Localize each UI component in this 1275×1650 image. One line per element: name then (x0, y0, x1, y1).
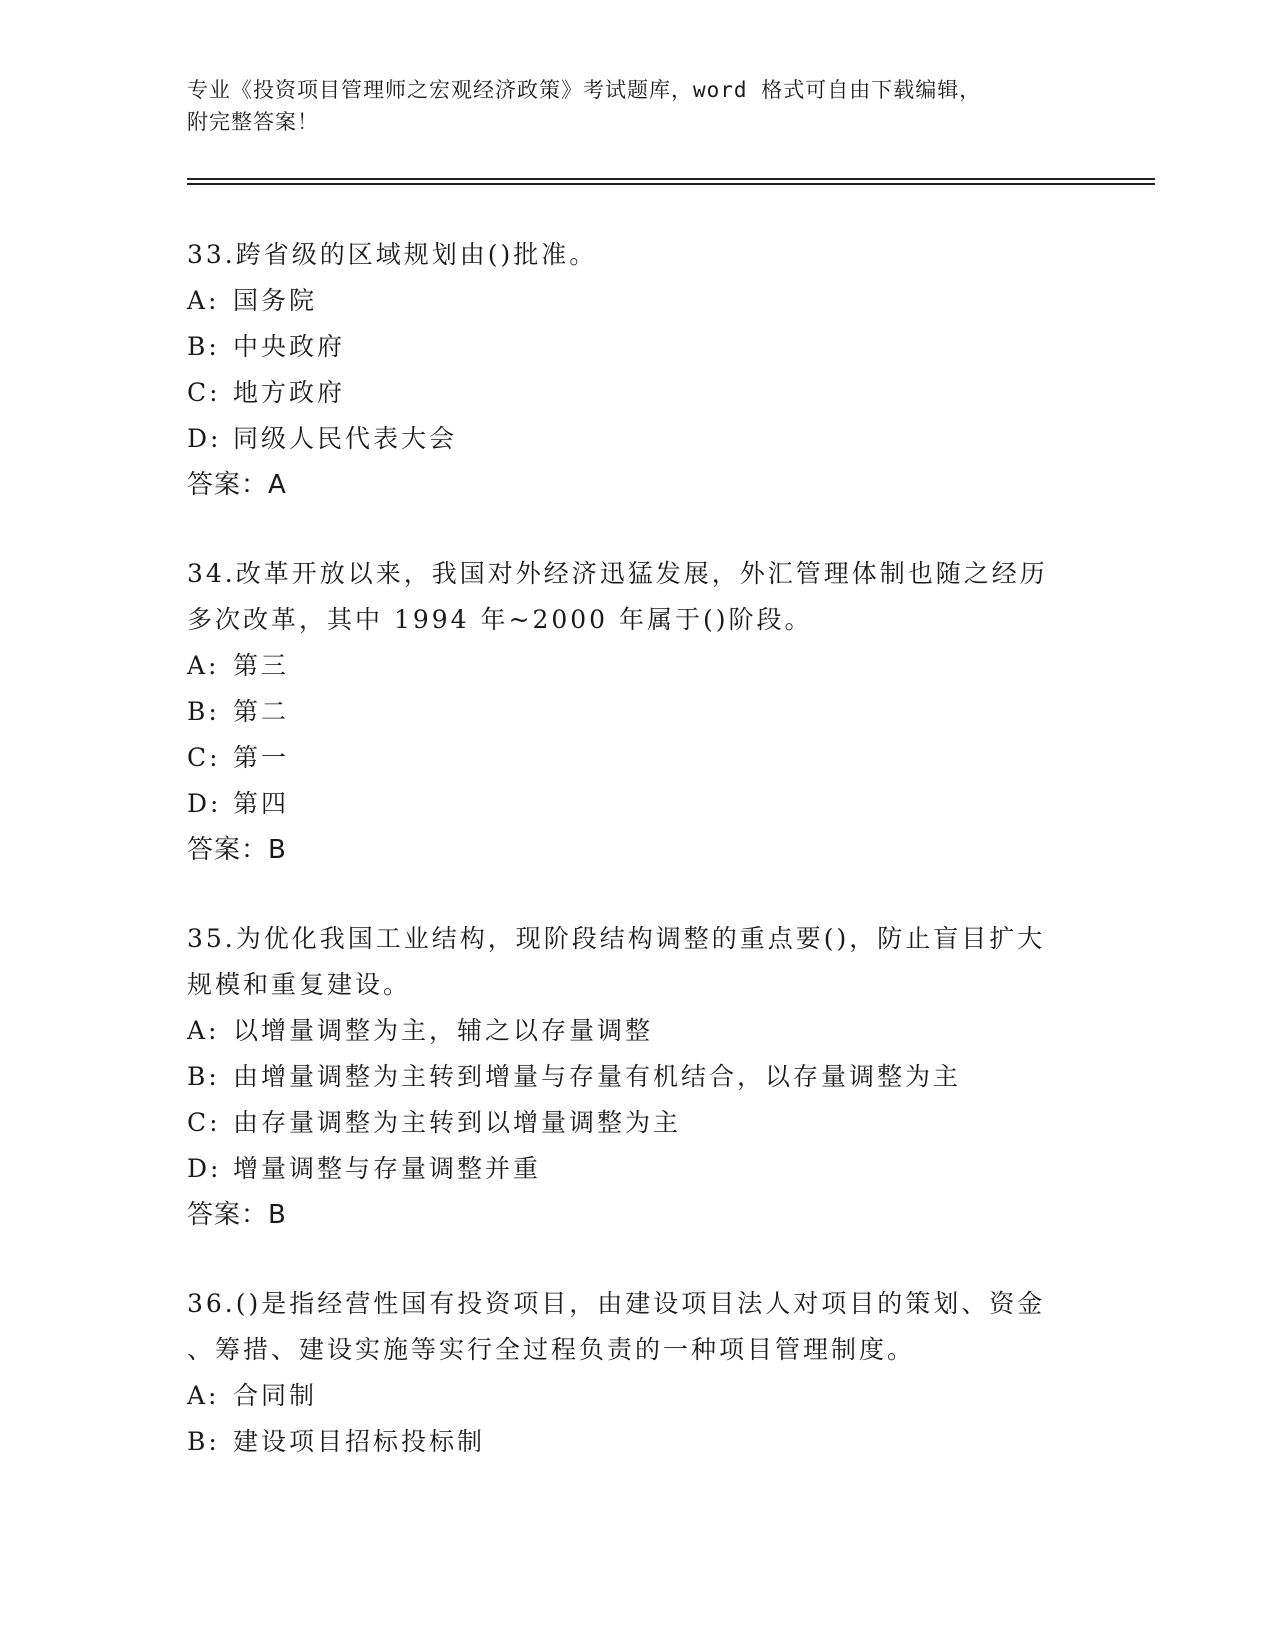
option-text: 由增量调整为主转到增量与存量有机结合，以存量调整为主 (233, 1062, 962, 1091)
option-text: 合同制 (233, 1381, 318, 1410)
answer-line: 答案：B (187, 835, 287, 865)
option-c (187, 735, 1087, 781)
question-stem: 33.跨省级的区域规划由()批准。 (187, 240, 598, 269)
option-text: 国务院 (233, 286, 318, 315)
option-text: 地方政府 (233, 378, 346, 407)
option-b (187, 324, 1087, 370)
option-text: 同级人民代表大会 (233, 424, 458, 453)
answer-line: 答案：A (187, 470, 287, 500)
header-line-1: 专业《投资项目管理师之宏观经济政策》考试题库，word 格式可自由下载编辑， (187, 78, 982, 102)
option-a (187, 1373, 1087, 1419)
option-letter: D: (187, 424, 222, 453)
option-letter: A: (187, 1381, 220, 1410)
option-text: 由存量调整为主转到以增量调整为主 (233, 1108, 682, 1137)
header-divider-top (187, 178, 1155, 180)
option-letter: A: (187, 286, 220, 315)
option-d (187, 1146, 1087, 1192)
question-stem-line-1: 36.()是指经营性国有投资项目，由建设项目法人对项目的策划、资金 (187, 1289, 1046, 1318)
question-36 (187, 1281, 1087, 1465)
option-letter: B: (187, 332, 220, 361)
option-text: 建设项目招标投标制 (233, 1427, 486, 1456)
option-letter: C: (187, 378, 221, 407)
option-c (187, 370, 1087, 416)
header-line-2: 附完整答案！ (187, 110, 319, 134)
option-a (187, 278, 1087, 324)
option-a (187, 643, 1087, 689)
option-letter: D: (187, 1154, 222, 1183)
option-letter: A: (187, 651, 220, 680)
option-text: 第三 (233, 651, 290, 680)
option-letter: B: (187, 697, 220, 726)
option-text: 以增量调整为主，辅之以存量调整 (233, 1016, 654, 1045)
question-33 (187, 232, 1087, 508)
option-a (187, 1008, 1087, 1054)
option-letter: C: (187, 1108, 221, 1137)
question-stem-line-1: 35.为优化我国工业结构，现阶段结构调整的重点要()，防止盲目扩大 (187, 924, 1046, 953)
option-letter: A: (187, 1016, 220, 1045)
option-text: 第四 (233, 789, 290, 818)
question-34 (187, 551, 1087, 873)
document-header (187, 74, 1087, 138)
question-35 (187, 916, 1087, 1238)
question-stem-line-2: 规模和重复建设。 (187, 970, 412, 999)
option-b (187, 1419, 1087, 1465)
question-stem-line-1: 34.改革开放以来，我国对外经济迅猛发展，外汇管理体制也随之经历 (187, 559, 1048, 588)
option-letter: D: (187, 789, 222, 818)
option-letter: B: (187, 1062, 220, 1091)
option-text: 第一 (233, 743, 290, 772)
answer-line: 答案：B (187, 1200, 287, 1230)
option-text: 中央政府 (233, 332, 346, 361)
option-b (187, 689, 1087, 735)
question-stem-line-2: 多次改革，其中 1994 年~2000 年属于()阶段。 (187, 605, 813, 634)
option-d (187, 416, 1087, 462)
option-text: 增量调整与存量调整并重 (233, 1154, 542, 1183)
option-text: 第二 (233, 697, 290, 726)
option-b (187, 1054, 1087, 1100)
option-letter: B: (187, 1427, 220, 1456)
question-list (187, 232, 1087, 1508)
option-c (187, 1100, 1087, 1146)
header-divider-bottom (187, 183, 1155, 185)
question-stem-line-2: 、筹措、建设实施等实行全过程负责的一种项目管理制度。 (187, 1335, 916, 1364)
option-d (187, 781, 1087, 827)
option-letter: C: (187, 743, 221, 772)
